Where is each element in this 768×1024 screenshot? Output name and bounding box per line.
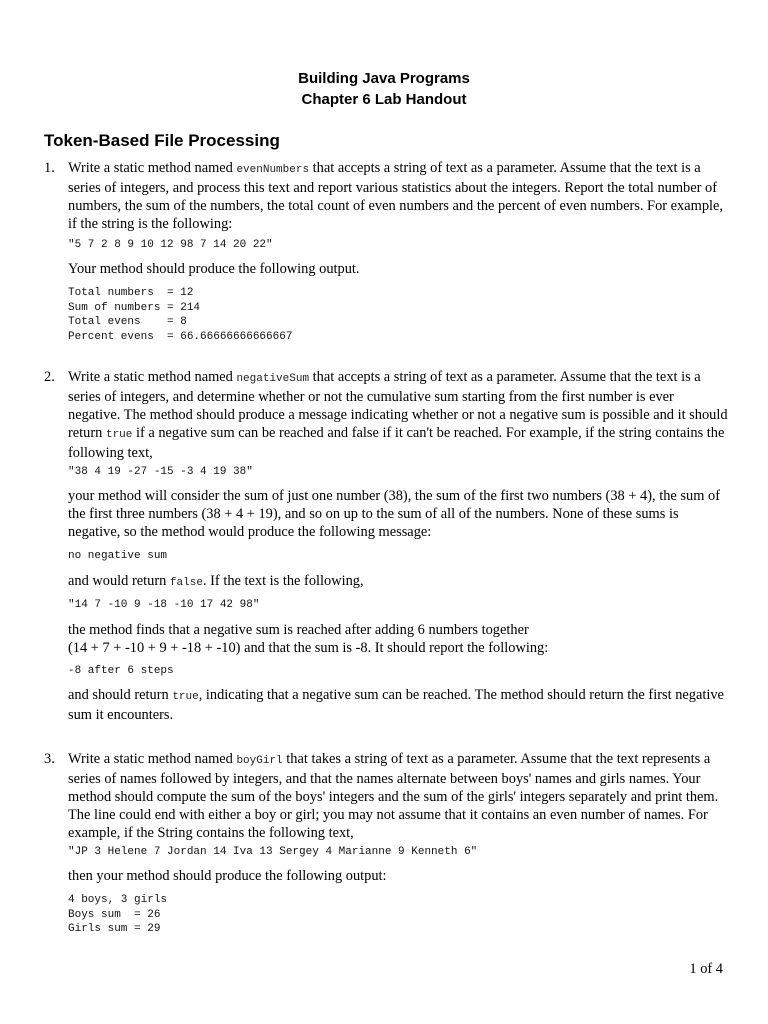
- problem-3-number: 3.: [44, 751, 55, 767]
- problem-1-output-line: Total evens = 8: [68, 316, 187, 328]
- doc-title-line2: Chapter 6 Lab Handout: [301, 91, 467, 108]
- problem-1-output-line: Total numbers = 12: [68, 287, 194, 299]
- section-heading: Token-Based File Processing: [44, 131, 280, 150]
- problem-1-output-intro: Your method should produce the following output.: [68, 261, 360, 277]
- page-number: 1 of 4: [689, 961, 723, 977]
- problem-2-number: 2.: [44, 369, 55, 385]
- problem-1-number: 1.: [44, 160, 55, 176]
- doc-title-line1: Building Java Programs: [298, 70, 470, 87]
- problem-2-finds-line-1: the method finds that a negative sum is reached after adding 6 numbers together: [68, 622, 529, 638]
- problem-3-output-line: 4 boys, 3 girls: [68, 894, 168, 906]
- problem-3-output-line: Boys sum = 26: [68, 909, 161, 921]
- keyword-true: true: [172, 691, 199, 703]
- problem-2-final-text: and should return true, indicating that a negative sum can be reached. The method should return the first negative sum it encounters.: [68, 687, 724, 723]
- method-name-evenNumbers: evenNumbers: [236, 164, 310, 176]
- problem-2-return-false-text: and would return false. If the text is the following,: [68, 573, 364, 589]
- problem-3-example-input: "JP 3 Helene 7 Jordan 14 Iva 13 Sergey 4 Marianne 9 Kenneth 6": [68, 846, 478, 858]
- problem-2-finds-line-2: (14 + 7 + -10 + 9 + -18 + -10) and that the sum is -8. It should report the following:: [68, 640, 549, 656]
- method-name-boyGirl: boyGirl: [236, 755, 283, 767]
- keyword-true: true: [105, 429, 133, 441]
- problem-3-output-intro: then your method should produce the following output:: [68, 868, 387, 884]
- problem-2-description: Write a static method named negativeSum that accepts a string of text as a parameter. Assume that the text is a series of integers, and determine whether or not the cumulative sum starting from the first number is ever negative. The method should produce a message indicating whether or not a negative sum is possible and it should return true if a negative sum can be reached and false if it can't be reached. For example, if the string contains the following text,: [68, 369, 728, 461]
- keyword-false: false: [169, 577, 203, 589]
- problem-1-output-line: Sum of numbers = 214: [68, 302, 201, 314]
- problem-2-explanation: your method will consider the sum of just one number (38), the sum of the first two numbers (38 + 4), the sum of the first three numbers (38 + 4 + 19), and so on up to the sum of all of the numbers. None of these sums is negative, so the method would produce the following message:: [68, 488, 720, 540]
- method-name-negativeSum: negativeSum: [236, 373, 310, 385]
- problem-1-output-line: Percent evens = 66.66666666666667: [68, 331, 293, 343]
- problem-2-message-steps: -8 after 6 steps: [68, 665, 174, 677]
- problem-2-example-input-2: "14 7 -10 9 -18 -10 17 42 98": [68, 599, 260, 611]
- problem-2-example-input: "38 4 19 -27 -15 -3 4 19 38": [68, 466, 253, 478]
- problem-1-description: Write a static method named evenNumbers that accepts a string of text as a parameter. Assume that the text is a series of integers, and process this text and report various statistics about the integers. Report the total number of numbers, the sum of the numbers, the total count of even numbers and the percent of even numbers. For example, if the string is the following:: [68, 160, 723, 232]
- problem-3-description: Write a static method named boyGirl that takes a string of text as a parameter. Assume that the text represents a series of names followed by integers, and that the names alternate between boys' names and girls names. Your method should compute the sum of the boys' integers and the sum of the girls' integers separately and print them. The line could end with either a boy or girl; you may not assume that it contains an even number of names. For example, if the String contains the following text,: [68, 751, 719, 841]
- problem-2-message-no-negative: no negative sum: [68, 550, 168, 562]
- problem-3-output-line: Girls sum = 29: [68, 923, 161, 935]
- problem-1-example-input: "5 7 2 8 9 10 12 98 7 14 20 22": [68, 239, 273, 251]
